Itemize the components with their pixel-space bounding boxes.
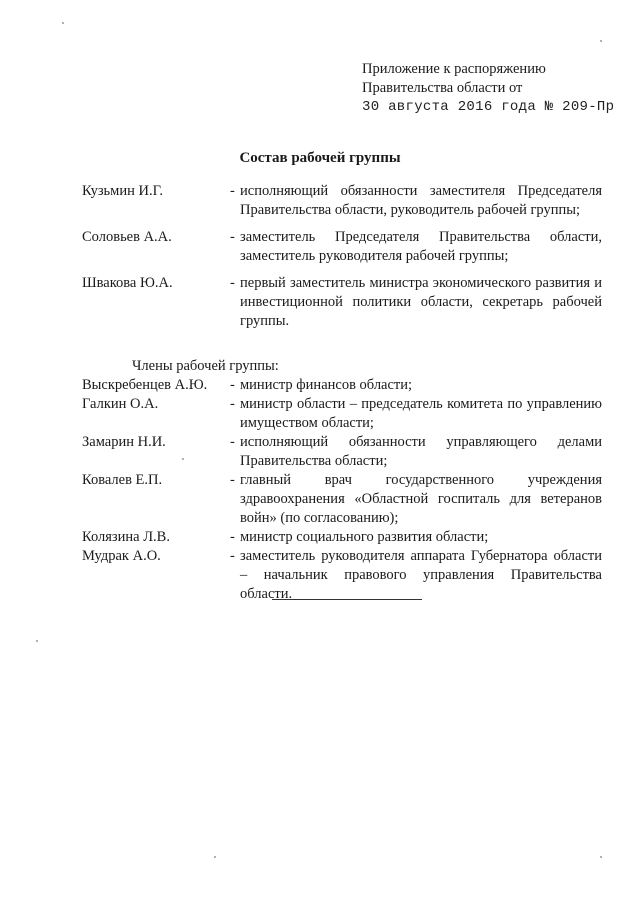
member-role: министр области – председатель комитета по управлению имуществом области; [240,396,602,431]
scan-speck [62,22,64,24]
member-name: Ковалев Е.П. [82,472,163,488]
members-subheading: Члены рабочей группы: [132,358,279,374]
list-item [82,182,602,220]
member-role: исполняющий обязанности управляющего делами Правительства области; [240,434,602,469]
dash-separator: - [230,396,235,412]
dash-separator: - [230,183,235,199]
member-name: Замарин Н.И. [82,434,166,450]
dash-separator: - [230,434,235,450]
dash-separator: - [230,229,235,245]
scan-speck [214,856,216,858]
dash-separator: - [230,377,235,393]
working-group-list [82,182,602,604]
list-item [82,395,602,433]
list-item [82,547,602,604]
member-name: Соловьев А.А. [82,229,172,245]
member-role: первый заместитель министра экономического развития и инвестиционной политики области, секретарь рабочей группы. [240,275,602,329]
member-role: министр социального развития области; [240,529,489,545]
member-role: министр финансов области; [240,377,413,393]
scan-speck [600,856,602,858]
dash-separator: - [230,548,235,564]
list-item [82,376,602,395]
scan-speck [36,640,38,642]
member-name: Мудрак А.О. [82,548,161,564]
member-role: заместитель руководителя аппарата Губернатора области – начальник правового управления Правительства области. [240,548,602,602]
header-date-line: 30 августа 2016 года № 209-Пр [362,99,615,115]
member-role: исполняющий обязанности заместителя Председателя Правительства области, руководитель рабочей группы; [240,183,602,218]
member-role: главный врач государственного учреждения здравоохранения «Областной госпиталь для ветеранов войн» (по согласованию); [240,472,602,526]
member-name: Кузьмин И.Г. [82,183,163,199]
header-line-1: Приложение к распоряжению [362,61,546,77]
dash-separator: - [230,529,235,545]
closing-divider-line [272,599,422,600]
scan-speck [600,40,602,42]
header-line-2: Правительства области от [362,80,523,96]
list-item [82,228,602,266]
list-item [82,433,602,471]
document-title: Состав рабочей группы [239,150,401,166]
member-name: Выскребенцев А.Ю. [82,377,208,393]
member-name: Швакова Ю.А. [82,275,173,291]
list-item [82,528,602,547]
list-item [82,274,602,331]
scan-speck [182,458,184,460]
member-name: Галкин О.А. [82,396,159,412]
dash-separator: - [230,275,235,291]
list-item [82,471,602,528]
dash-separator: - [230,472,235,488]
member-name: Колязина Л.В. [82,529,170,545]
appendix-header [362,60,622,117]
member-role: заместитель Председателя Правительства области, заместитель руководителя рабочей группы; [240,229,602,264]
